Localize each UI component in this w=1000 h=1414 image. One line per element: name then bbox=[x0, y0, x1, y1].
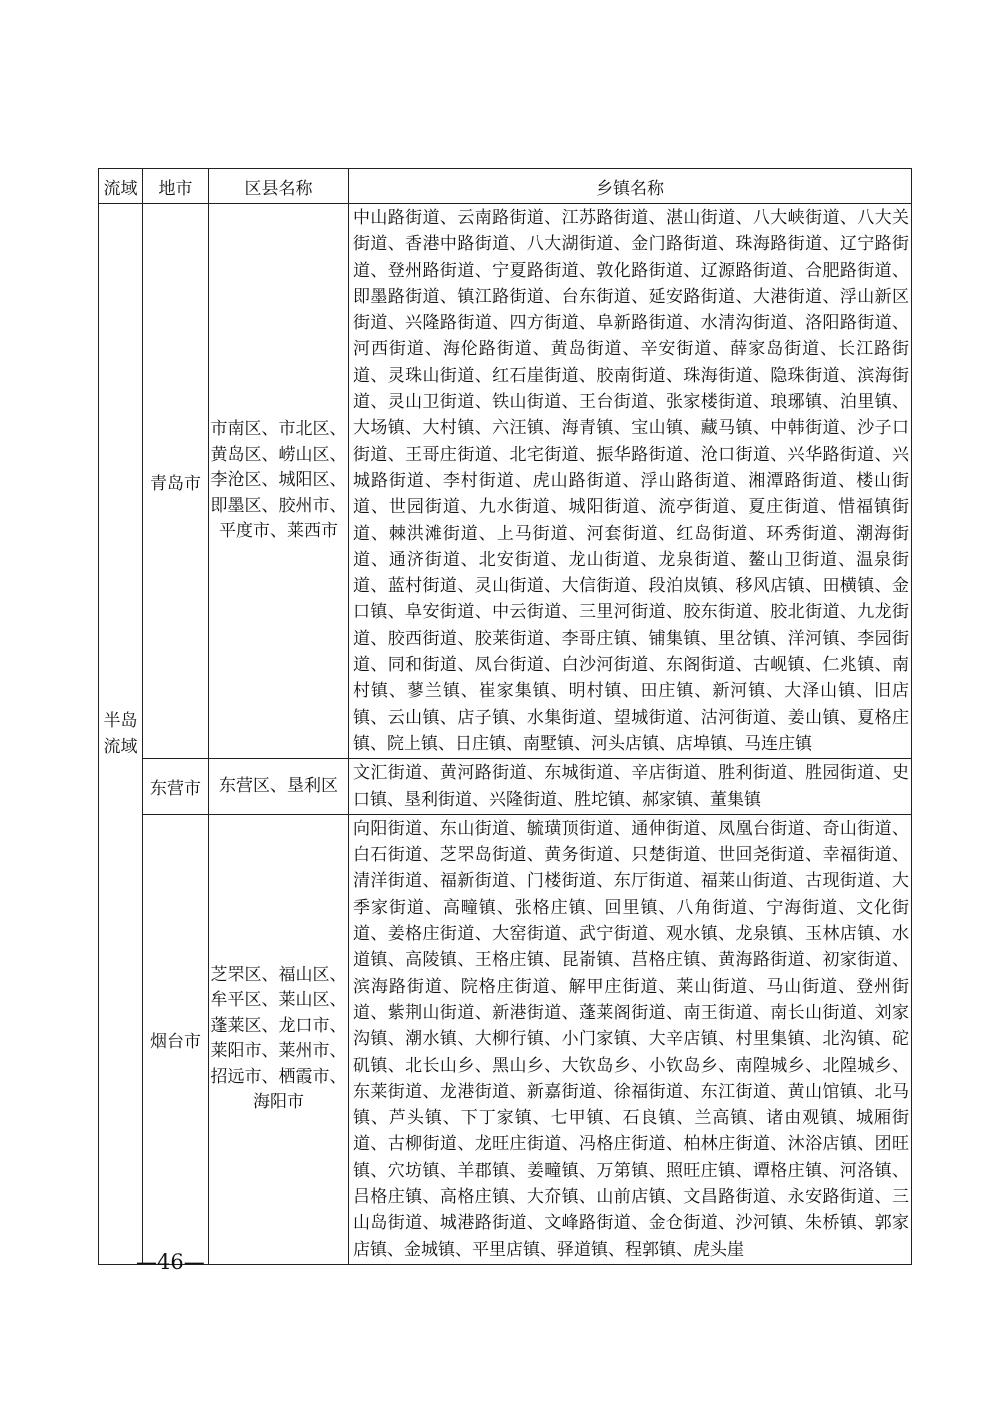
header-basin: 流域 bbox=[99, 169, 143, 204]
city-cell: 烟台市 bbox=[143, 814, 209, 1264]
header-county: 区县名称 bbox=[209, 169, 349, 204]
page-number: —46— bbox=[136, 1250, 205, 1274]
header-city: 地市 bbox=[143, 169, 209, 204]
table-header-row bbox=[99, 169, 912, 204]
town-cell: 向阳街道、东山街道、毓璜顶街道、通伸街道、凤凰台街道、奇山街道、白石街道、芝罘岛街道、黄务街道、只楚街道、世回尧街道、幸福街道、清洋街道、福新街道、门楼街道、东厅街道、福莱山街道、古现街道、大季家街道、高疃镇、张格庄镇、回里镇、八角街道、宁海街道、文化街道、姜格庄街道、大窑街道、武宁街道、观水镇、龙泉镇、玉林店镇、水道镇、高陵镇、王格庄镇、昆嵛镇、莒格庄镇、黄海路街道、初家街道、滨海路街道、院格庄街道、解甲庄街道、莱山街道、马山街道、登州街道、紫荆山街道、新港街道、蓬莱阁街道、南王街道、南长山街道、刘家沟镇、潮水镇、大柳行镇、小门家镇、大辛店镇、村里集镇、北沟镇、砣矶镇、北长山乡、黑山乡、大钦岛乡、小钦岛乡、南隍城乡、北隍城乡、东莱街道、龙港街道、新嘉街道、徐福街道、东江街道、黄山馆镇、北马镇、芦头镇、下丁家镇、七甲镇、石良镇、兰高镇、诸由观镇、城厢街道、古柳街道、龙旺庄街道、冯格庄街道、柏林庄街道、沐浴店镇、团旺镇、穴坊镇、羊郡镇、姜疃镇、万第镇、照旺庄镇、谭格庄镇、河洛镇、吕格庄镇、高格庄镇、大夼镇、山前店镇、文昌路街道、永安路街道、三山岛街道、城港路街道、文峰路街道、金仓街道、沙河镇、朱桥镇、郭家店镇、金城镇、平里店镇、驿道镇、程郭镇、虎头崖 bbox=[349, 814, 912, 1264]
basin-label: 半岛流域 bbox=[103, 710, 138, 757]
table-row bbox=[99, 814, 912, 1264]
town-cell: 文汇街道、黄河路街道、东城街道、辛店街道、胜利街道、胜园街道、史口镇、垦利街道、兴隆街道、胜坨镇、郝家镇、董集镇 bbox=[349, 759, 912, 815]
table-row bbox=[99, 204, 912, 759]
region-town-table bbox=[98, 168, 912, 1265]
table-row bbox=[99, 759, 912, 815]
county-cell: 芝罘区、福山区、牟平区、莱山区、蓬莱区、龙口市、莱阳市、莱州市、招远市、栖霞市、海阳市 bbox=[209, 814, 349, 1264]
city-cell: 东营市 bbox=[143, 759, 209, 815]
town-cell: 中山路街道、云南路街道、江苏路街道、湛山街道、八大峡街道、八大关街道、香港中路街道、八大湖街道、金门路街道、珠海路街道、辽宁路街道、登州路街道、宁夏路街道、敦化路街道、辽源路街道、合肥路街道、即墨路街道、镇江路街道、台东街道、延安路街道、大港街道、浮山新区街道、兴隆路街道、四方街道、阜新路街道、水清沟街道、洛阳路街道、河西街道、海伦路街道、黄岛街道、辛安街道、薛家岛街道、长江路街道、灵珠山街道、红石崖街道、胶南街道、珠海街道、隐珠街道、滨海街道、灵山卫街道、铁山街道、王台街道、张家楼街道、琅琊镇、泊里镇、大场镇、大村镇、六汪镇、海青镇、宝山镇、藏马镇、中韩街道、沙子口街道、王哥庄街道、北宅街道、振华路街道、沧口街道、兴华路街道、兴城路街道、李村街道、虎山路街道、浮山路街道、湘潭路街道、楼山街道、世园街道、九水街道、城阳街道、流亭街道、夏庄街道、惜福镇街道、棘洪滩街道、上马街道、河套街道、红岛街道、环秀街道、潮海街道、通济街道、北安街道、龙山街道、龙泉街道、鳌山卫街道、温泉街道、蓝村街道、灵山街道、大信街道、段泊岚镇、移风店镇、田横镇、金口镇、阜安街道、中云街道、三里河街道、胶东街道、胶北街道、九龙街道、胶西街道、胶莱街道、李哥庄镇、铺集镇、里岔镇、洋河镇、李园街道、同和街道、凤台街道、白沙河街道、东阁街道、古岘镇、仁兆镇、南村镇、蓼兰镇、崔家集镇、明村镇、田庄镇、新河镇、大泽山镇、旧店镇、云山镇、店子镇、水集街道、望城街道、沽河街道、姜山镇、夏格庄镇、院上镇、日庄镇、南墅镇、河头店镇、店埠镇、马连庄镇 bbox=[349, 204, 912, 759]
city-cell: 青岛市 bbox=[143, 204, 209, 759]
county-cell: 东营区、垦利区 bbox=[209, 759, 349, 815]
header-town: 乡镇名称 bbox=[349, 169, 912, 204]
basin-cell bbox=[99, 204, 143, 1265]
county-cell: 市南区、市北区、黄岛区、崂山区、李沧区、城阳区、即墨区、胶州市、平度市、莱西市 bbox=[209, 204, 349, 759]
